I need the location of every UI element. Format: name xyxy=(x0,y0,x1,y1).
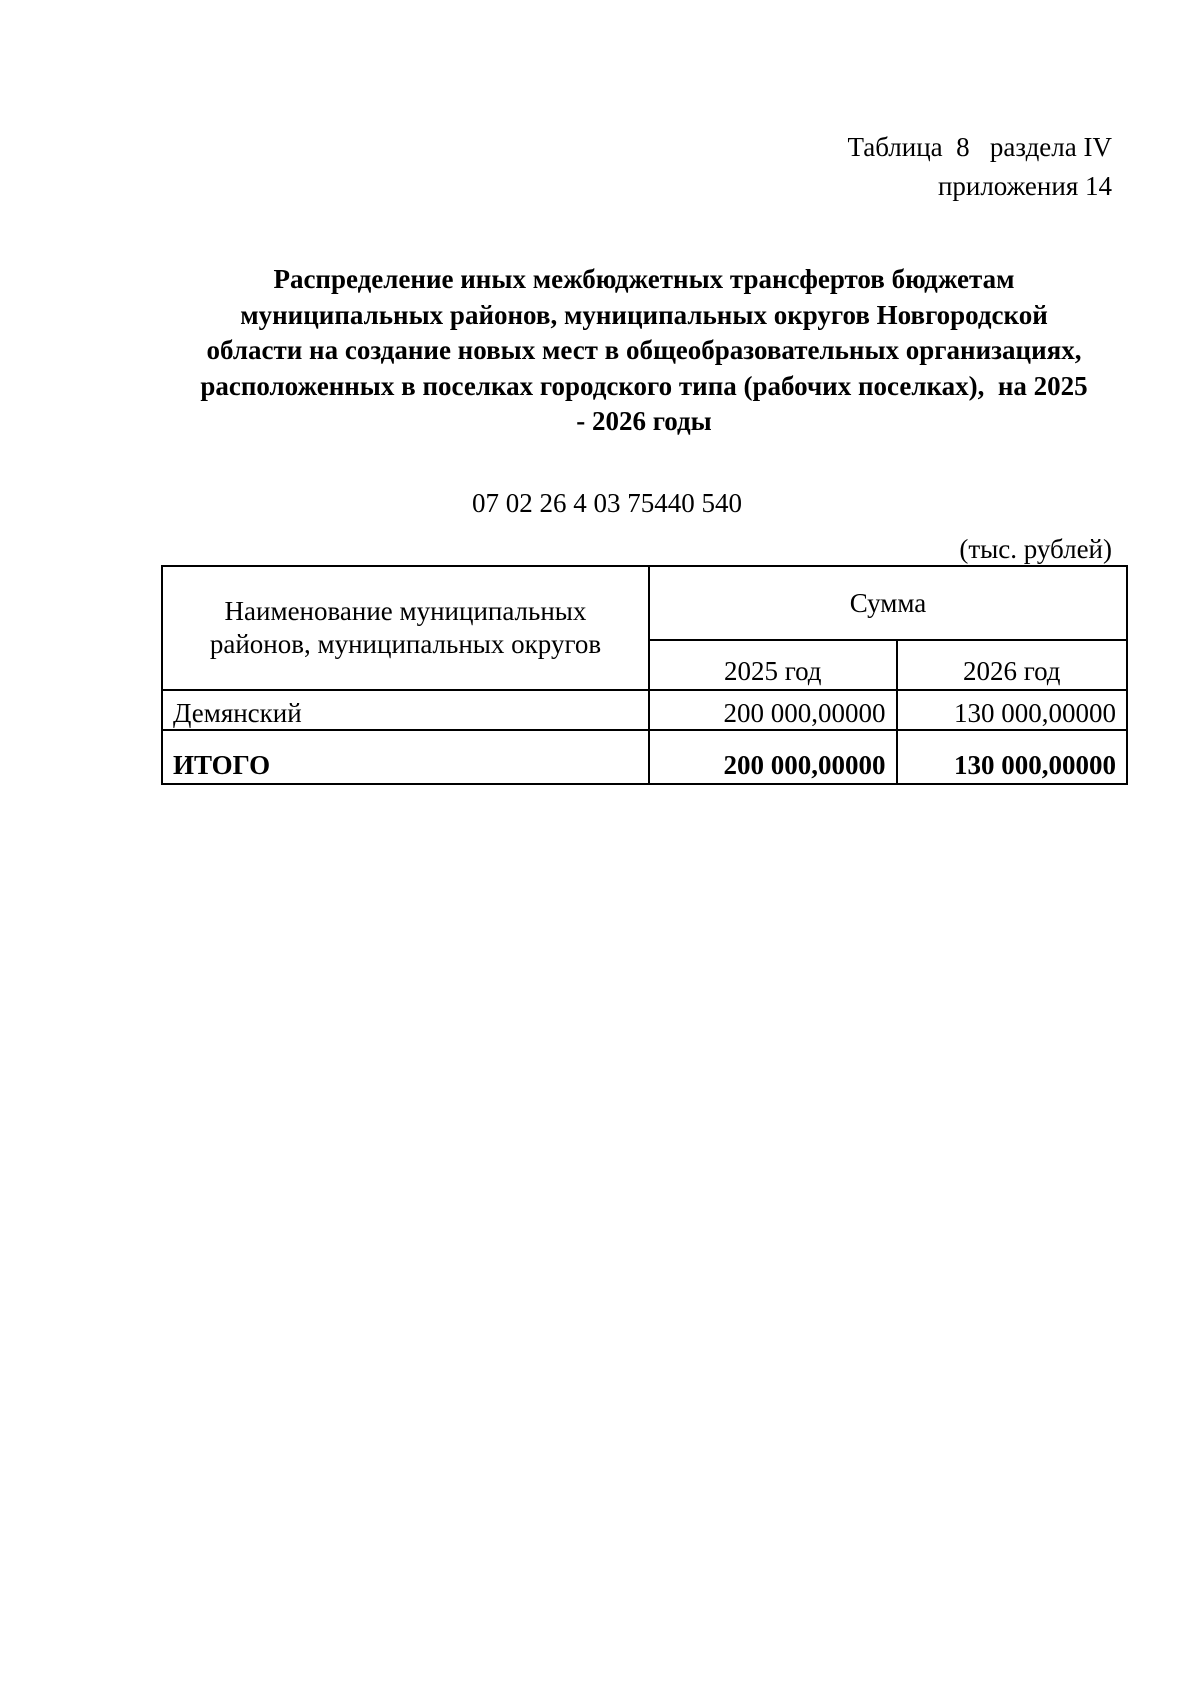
row-amount-2026: 130 000,00000 xyxy=(897,690,1128,730)
header-year-2026: 2026 год xyxy=(897,640,1128,690)
total-amount-2025: 200 000,00000 xyxy=(649,730,897,784)
table-reference xyxy=(847,128,1112,206)
table-reference-line-2: приложения 14 xyxy=(937,171,1112,201)
total-amount-2026: 130 000,00000 xyxy=(897,730,1128,784)
document-title-line-3: области на создание новых мест в общеобразовательных организациях, xyxy=(206,335,1082,365)
table-header-row xyxy=(162,566,1127,640)
document-title-line-2: муниципальных районов, муниципальных округов Новгородской xyxy=(240,299,1048,330)
row-amount-2025: 200 000,00000 xyxy=(649,690,897,730)
table-row xyxy=(162,690,1127,730)
header-name-line-2: районов, муниципальных округов xyxy=(209,629,602,659)
row-municipality-name: Демянский xyxy=(162,690,649,730)
transfers-table xyxy=(161,565,1128,785)
header-sum: Сумма xyxy=(649,566,1127,640)
total-label: ИТОГО xyxy=(162,730,649,784)
document-title xyxy=(170,262,1118,440)
document-title-line-1: Распределение иных межбюджетных трансфертов бюджетам xyxy=(273,264,1015,294)
header-year-2025: 2025 год xyxy=(649,640,897,690)
budget-classification-code: 07 02 26 4 03 75440 540 xyxy=(472,488,742,518)
header-municipality-name xyxy=(162,566,649,690)
header-name-line-1: Наименование муниципальных xyxy=(224,596,587,626)
document-title-line-4: расположенных в поселках городского типа (рабочих поселках), на 2025 xyxy=(200,370,1088,401)
table-reference-line-1: Таблица 8 раздела IV xyxy=(847,132,1112,162)
table-total-row xyxy=(162,730,1127,784)
document-title-line-5: - 2026 годы xyxy=(576,406,712,436)
units-label: (тыс. рублей) xyxy=(959,534,1112,564)
